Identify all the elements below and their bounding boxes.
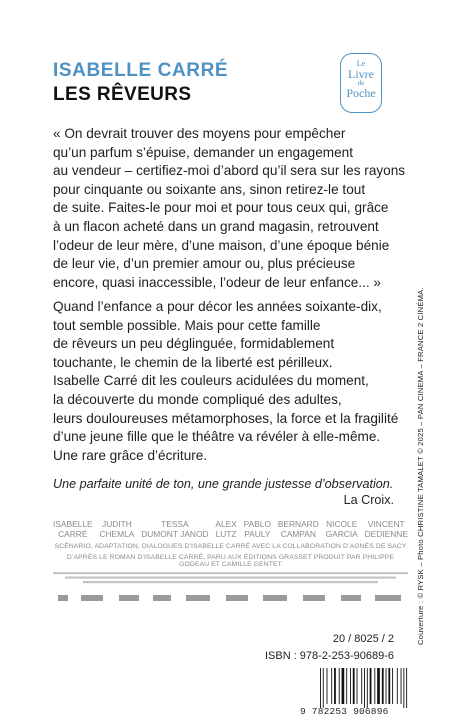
quote-line: « On devrait trouver des moyens pour empêcher — [53, 126, 346, 141]
order-number: 20 / 8025 / 2 — [332, 633, 394, 645]
barcode-bar — [353, 668, 355, 704]
quote-line: encore, quasi inaccessible, l’odeur de leur enfance... » — [53, 274, 381, 290]
blurb-line: touchante, le chemin de la liberté est périlleux. — [53, 354, 333, 370]
barcode-bar — [342, 668, 345, 704]
film-poster-credits — [53, 520, 408, 603]
barcode-number: 9 782253 906896 — [300, 706, 389, 717]
logo-line: Livre — [348, 67, 374, 81]
cover-credit: Couverture : © RYSK – Photo CHRISTINE TAMALET © 2025 – PAN CINEMA – FRANCE 2 CINÉMA. — [416, 287, 425, 645]
quote-line: l’odeur de leur mère, d’une maison, d’une époque bénie — [53, 237, 390, 253]
author-name: ISABELLE CARRÉ — [53, 60, 229, 81]
barcode — [318, 668, 414, 710]
barcode-bar — [320, 668, 321, 708]
quote-line: pour cinquante ou soixante ans, sinon retirez-le tout — [53, 181, 366, 197]
barcode-bar — [339, 668, 340, 704]
barcode-bar — [346, 668, 347, 704]
barcode-bar — [386, 668, 387, 704]
barcode-bar — [403, 668, 404, 708]
blurb-line: Isabelle Carré dit les couleurs acidulées du moment, — [53, 373, 369, 389]
fine-print-graphic — [53, 571, 408, 587]
barcode-bar — [323, 668, 324, 708]
press-review-source: La Croix. — [343, 493, 394, 507]
quote-line: de leur vie, d’un premier amour ou, plus précieuse — [53, 256, 356, 272]
quote-line: de suite. Faites-le pour moi et pour tous ceux qui, grâce — [53, 200, 389, 216]
barcode-bar — [377, 668, 380, 704]
blurb-line: d’une jeune fille que le théâtre va révéler à elle-même. — [53, 429, 381, 445]
cast-list — [53, 520, 408, 539]
barcode-bar — [331, 668, 332, 704]
barcode-bar — [382, 668, 384, 704]
production-credit: D’APRÈS LE ROMAN D’ISABELLE CARRÉ, PARU AUX ÉDITIONS GRASSET PRODUIT PAR PHILIPPE GODEAU ET CAMILLE GENTET — [66, 554, 395, 568]
barcode-bar — [397, 668, 398, 704]
barcode-bar — [370, 668, 372, 704]
publisher-logo — [340, 53, 382, 113]
barcode-bar — [361, 668, 362, 704]
cast-member: VINCENT DEDIENNE — [364, 519, 408, 539]
logo-line: de — [357, 79, 365, 87]
screenplay-credit: SCÉNARIO, ADAPTATION, DIALOGUES D’ISABELLE CARRÉ AVEC LA COLLABORATION D’AGNÈS DE SACY — [54, 543, 407, 550]
barcode-bar — [334, 668, 336, 704]
book-title: LES RÊVEURS — [53, 84, 192, 105]
blurb-line: Une rare grâce d’écriture. — [53, 447, 208, 463]
quote-line: au vendeur – certifiez-moi d’abord qu’il sera sur les rayons — [53, 163, 406, 179]
barcode-bar — [374, 668, 375, 704]
barcode-bar — [367, 668, 368, 708]
excerpt-quote — [53, 125, 408, 292]
barcode-bar — [388, 668, 390, 704]
press-review: Une parfaite unité de ton, une grande justesse d’observation. — [53, 477, 394, 491]
cast-member: BERNARD CAMPAN — [277, 519, 319, 539]
barcode-bar — [357, 668, 358, 704]
partner-logos — [53, 593, 408, 603]
blurb-line: Quand l’enfance a pour décor les années soixante-dix, — [53, 299, 382, 314]
barcode-bar — [350, 668, 351, 704]
logo-line: Poche — [346, 86, 376, 100]
logo-line: Le — [356, 59, 366, 68]
cast-member: TESSA DUMONT JANOD — [141, 519, 209, 539]
billing-block-fine-print — [53, 571, 408, 588]
barcode-bar — [327, 668, 328, 704]
barcode-bar — [401, 668, 402, 704]
blurb-line: la découverte du monde compliqué des adultes, — [53, 391, 342, 407]
blurb-line: leurs douloureuses métamorphoses, la force et la fragilité — [53, 410, 399, 426]
blurb-line: de rêveurs un peu déglinguée, formidablement — [53, 336, 335, 352]
cast-member: ISABELLE CARRÉ — [53, 519, 93, 539]
barcode-bar — [392, 668, 393, 704]
isbn: ISBN : 978-2-253-90689-6 — [264, 650, 394, 662]
cast-member: NICOLE GARCIA — [325, 519, 358, 539]
barcode-bar — [406, 668, 407, 708]
partner-logos-graphic — [53, 593, 408, 603]
book-blurb — [53, 298, 408, 465]
cast-member: PABLO PAULY — [243, 519, 271, 539]
quote-line: qu’un parfum s’épuise, demander un engagement — [53, 144, 354, 160]
cast-member: ALEX LUTZ — [215, 519, 237, 539]
barcode-bar — [364, 668, 365, 708]
blurb-line: tout semble possible. Mais pour cette famille — [53, 317, 321, 333]
cast-member: JUDITH CHEMLA — [99, 519, 135, 539]
quote-line: à un flacon acheté dans un grand magasin, retrouvent — [53, 218, 379, 234]
